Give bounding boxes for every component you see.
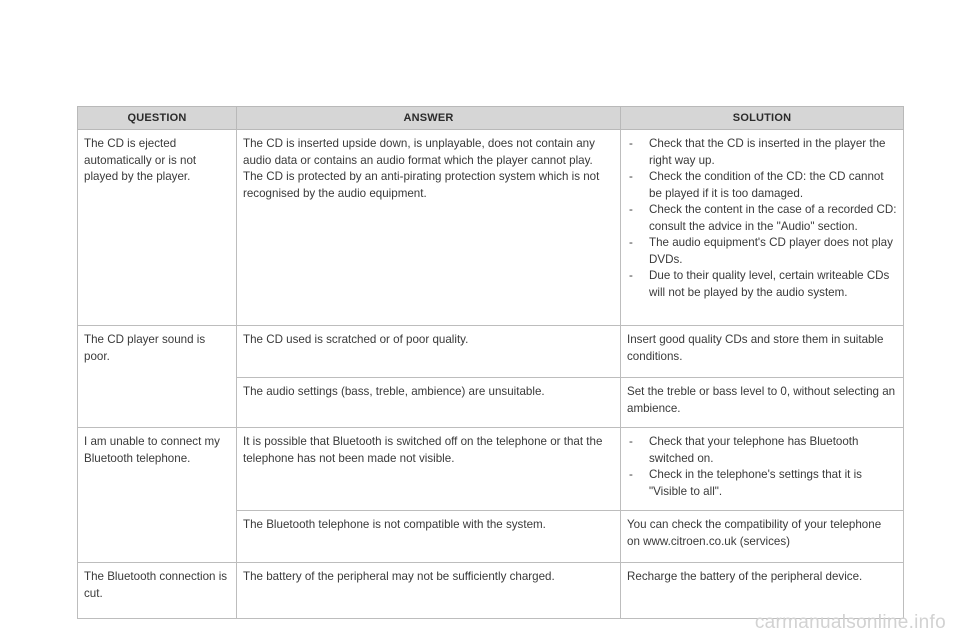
table-row	[78, 326, 904, 378]
answer-paragraph: The CD is protected by an anti-pirating protection system which is not recognised by the audio equipment.	[243, 170, 600, 200]
bullet-dash: -	[629, 468, 633, 481]
list-item-text: The audio equipment's CD player does not play DVDs.	[649, 236, 893, 266]
bullet-dash: -	[629, 435, 633, 448]
list-item	[627, 467, 897, 500]
faq-table	[77, 106, 904, 619]
table-row	[78, 130, 904, 326]
watermark: carmanualsonline.info	[754, 612, 946, 633]
header-row	[78, 107, 904, 130]
list-item-text: Check the content in the case of a recorded CD: consult the advice in the "Audio" section.	[649, 203, 897, 233]
bullet-dash: -	[629, 236, 633, 249]
question-cell: The CD player sound is poor.	[78, 326, 237, 428]
answer-cell: The battery of the peripheral may not be sufficiently charged.	[237, 563, 621, 619]
question-cell: The Bluetooth connection is cut.	[78, 563, 237, 619]
table-row	[78, 563, 904, 619]
list-item	[627, 136, 897, 169]
solution-cell: You can check the compatibility of your telephone on www.citroen.co.uk (services)	[621, 511, 904, 563]
solution-list	[627, 136, 897, 301]
answer-cell: The CD used is scratched or of poor quality.	[237, 326, 621, 378]
list-item-text: Due to their quality level, certain writeable CDs will not be played by the audio system.	[649, 269, 890, 299]
list-item-text: Check the condition of the CD: the CD cannot be played if it is too damaged.	[649, 170, 884, 200]
question-cell: I am unable to connect my Bluetooth telephone.	[78, 428, 237, 563]
table-row	[78, 428, 904, 511]
list-item	[627, 169, 897, 202]
solution-list	[627, 434, 897, 500]
list-item-text: Check that your telephone has Bluetooth switched on.	[649, 435, 859, 465]
header-answer: ANSWER	[237, 107, 621, 130]
solution-cell: Recharge the battery of the peripheral device.	[621, 563, 904, 619]
bullet-dash: -	[629, 269, 633, 282]
list-item-text: Check that the CD is inserted in the player the right way up.	[649, 137, 886, 167]
list-item	[627, 434, 897, 467]
solution-cell: Insert good quality CDs and store them in suitable conditions.	[621, 326, 904, 378]
header-solution: SOLUTION	[621, 107, 904, 130]
bullet-dash: -	[629, 203, 633, 216]
bullet-dash: -	[629, 137, 633, 150]
answer-paragraph: The CD is inserted upside down, is unplayable, does not contain any audio data or contains an audio format which the player cannot play.	[243, 137, 595, 167]
header-question: QUESTION	[78, 107, 237, 130]
solution-cell: Set the treble or bass level to 0, without selecting an ambience.	[621, 378, 904, 428]
solution-cell	[621, 130, 904, 326]
list-item	[627, 202, 897, 235]
answer-cell: It is possible that Bluetooth is switched off on the telephone or that the telephone has not been made not visible.	[237, 428, 621, 511]
question-cell: The CD is ejected automatically or is not played by the player.	[78, 130, 237, 326]
answer-cell	[237, 130, 621, 326]
list-item-text: Check in the telephone's settings that it is "Visible to all".	[649, 468, 862, 498]
bullet-dash: -	[629, 170, 633, 183]
list-item	[627, 235, 897, 268]
list-item	[627, 268, 897, 301]
solution-cell	[621, 428, 904, 511]
answer-cell: The Bluetooth telephone is not compatible with the system.	[237, 511, 621, 563]
answer-cell: The audio settings (bass, treble, ambience) are unsuitable.	[237, 378, 621, 428]
